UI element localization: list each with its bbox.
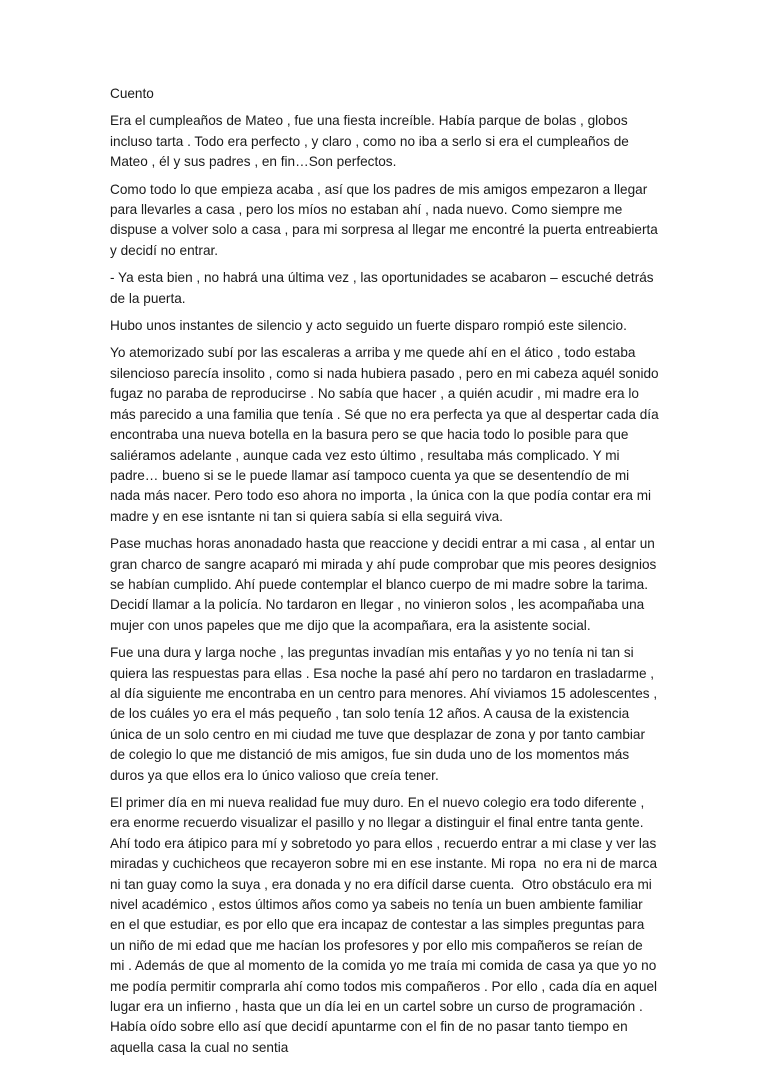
document-page [110, 84, 663, 1065]
paragraph-2: Como todo lo que empieza acaba , así que los padres de mis amigos empezaron a llegar para llevarles a casa , pero los míos no estaban ahí , nada nuevo. Como siempre me dispuse a volver solo a casa , para mi sorpresa al llegar me encontré la puerta entreabierta y decidí no entrar. [110, 181, 662, 258]
paragraph-5: Yo atemorizado subí por las escaleras a arriba y me quede ahí en el ático , todo estaba silencioso parecía insolito , como si nada hubiera pasado , pero en mi cabeza aquél sonido fugaz no paraba de reproducirse . No sabía que hacer , a quién acudir , mi madre era lo más parecido a una familia que tenía . Sé que no era perfecta ya que al despertar cada día encontraba una nueva botella en la basura pero se que hacia todo lo posible para que saliéramos adelante , aunque cada vez esto último , resultaba más complicado. Y mi padre… bueno si se le puede llamar así tampoco cuenta ya que se desentendío de mi nada más nacer. Pero todo eso ahora no importa , la única con la que podía contar era mi madre y en ese isntante ni tan si quiera sabía si ella seguirá viva. [110, 345, 663, 524]
paragraph-4: Hubo unos instantes de silencio y acto seguido un fuerte disparo rompió este silencio. [110, 318, 627, 334]
document-title: Cuento [110, 86, 154, 101]
paragraph-6: Pase muchas horas anonadado hasta que reaccione y decidi entrar a mi casa , al entar un gran charco de sangre acaparó mi mirada y ahí pude comprobar que mis peores designios se habían cumplido. Ahí puede contemplar el blanco cuerpo de mi madre sobre la tarima. Decidí llamar a la policía. No tardaron en llegar , no vinieron solos , les acompañaba una mujer con unos papeles que me dijo que la acompañara, era la asistente social. [110, 536, 661, 633]
paragraph-3: - Ya esta bien , no habrá una última vez , las oportunidades se acabaron – escuché detrás de la puerta. [110, 270, 658, 306]
paragraph-1: Era el cumpleaños de Mateo , fue una fiesta increíble. Había parque de bolas , globos incluso tarta . Todo era perfecto , y claro , como no iba a serlo si era el cumpleaños de Mateo , él y sus padres , en fin…Son perfectos. [110, 113, 633, 170]
paragraph-8: El primer día en mi nueva realidad fue muy duro. En el nuevo colegio era todo diferente , era enorme recuerdo visualizar el pasillo y no llegar a distinguir el final entre tanta gente. Ahí todo era átipico para mí y sobretodo yo para ellos , recuerdo entrar a mi clase y ver las miradas y cuchicheos que recayeron sobre mi en ese instante. Mi ropa no era ni de marca ni tan guay como la suya , era donada y no era difícil darse cuenta. Otro obstáculo era mi nivel académico , estos últimos años como ya sabeis no tenía un buen ambiente familiar en el que estudiar, es por ello que era incapaz de contestar a las simples preguntas para un niño de mi edad que me hacían los profesores y por ello mis compañeros se reían de mi . Además de que al momento de la comida yo me traía mi comida de casa ya que yo no me podía permitir comprarla ahí como todos mis compañeros . Por ello , cada día en aquel lugar era un infierno , hasta que un día lei en un cartel sobre un curso de programación . Había oído sobre ello así que decidí apuntarme con el fin de no pasar tanto tiempo en aquella casa la cual no sentia [110, 795, 661, 1055]
paragraph-7: Fue una dura y larga noche , las preguntas invadían mis entañas y yo no tenía ni tan si quiera las respuestas para ellas . Esa noche la pasé ahí pero no tardaron en trasladarme , al día siguiente me encontraba en un centro para menores. Ahí viviamos 15 adolescentes , de los cuáles yo era el más pequeño , tan solo tenía 12 años. A causa de la existencia única de un solo centro en mi ciudad me tuve que desplazar de zona y por tanto cambiar de colegio lo que me distanció de mis amigos, fue sin duda uno de los momentos más duros ya que ellos era lo único valioso que creía tener. [110, 645, 661, 783]
